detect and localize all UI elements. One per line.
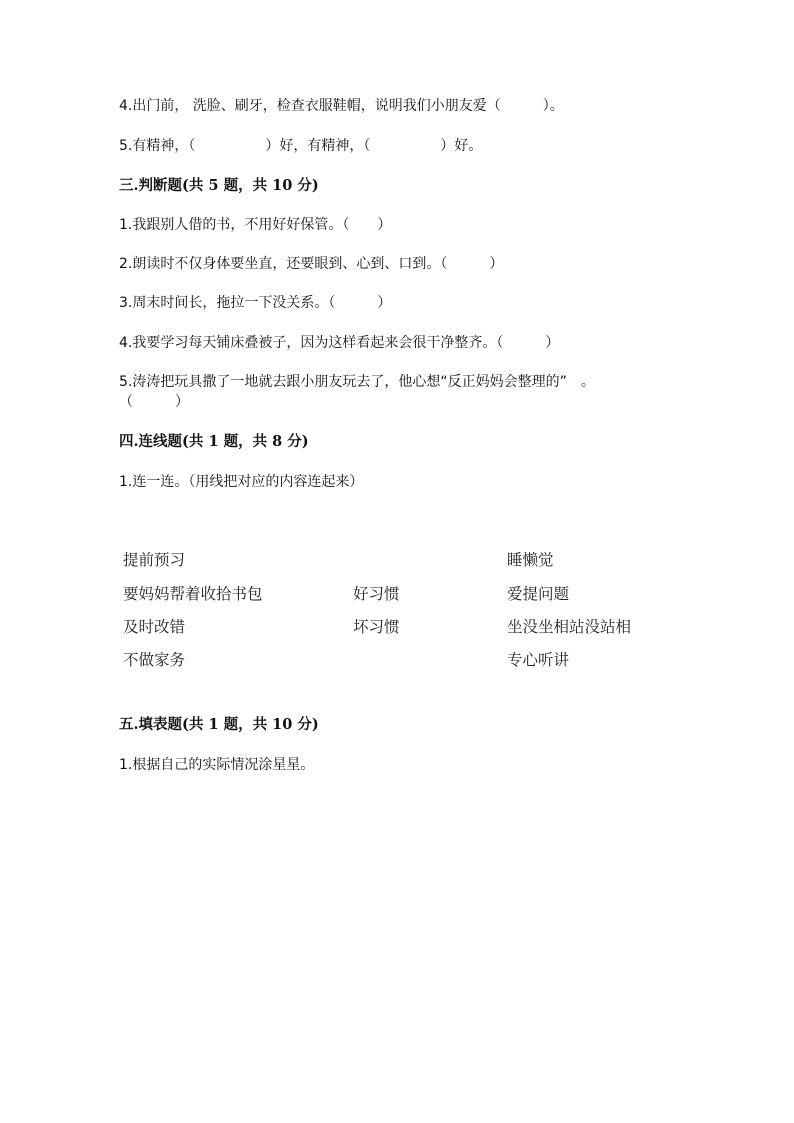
matching-right-item-1: 睡懒觉: [507, 551, 554, 569]
judge-question-1: 1.我跟别人借的书，不用好好保管。（ ）: [119, 217, 392, 233]
matching-middle-good-habit: 好习惯: [353, 585, 400, 603]
fill-question-4: 4.出门前， 洗脸、刷牙，检查衣服鞋帽，说明我们小朋友爱（ ）。: [119, 98, 564, 114]
judge-question-5: 5.涛涛把玩具撒了一地就去跟小朋友玩去了，他心想“反正妈妈会整理的” 。: [119, 374, 595, 390]
matching-question-1: 1.连一连。（用线把对应的内容连起来）: [119, 474, 364, 490]
matching-left-item-4: 不做家务: [123, 651, 186, 669]
matching-right-item-4: 专心听讲: [507, 651, 570, 669]
fill-question-5: 5.有精神，（ ）好，有精神，（ ）好。: [119, 138, 483, 154]
table-question-1: 1.根据自己的实际情况涂星星。: [119, 757, 315, 773]
matching-right-item-2: 爱提问题: [507, 585, 570, 603]
judge-question-5-answer-blank: （ ）: [119, 394, 189, 410]
judge-question-3: 3.周末时间长，拖拉一下没关系。（ ）: [119, 295, 392, 311]
section-4-heading: 四.连线题(共 1 题，共 8 分): [119, 433, 309, 450]
judge-question-2: 2.朗读时不仅身体要坐直，还要眼到、心到、口到。（ ）: [119, 256, 504, 272]
section-5-heading: 五.填表题(共 1 题，共 10 分): [119, 716, 319, 733]
matching-left-item-2: 要妈妈帮着收拾书包: [123, 585, 263, 603]
matching-left-item-3: 及时改错: [123, 618, 186, 636]
judge-question-4: 4.我要学习每天铺床叠被子，因为这样看起来会很干净整齐。（ ）: [119, 335, 560, 351]
section-3-heading: 三.判断题(共 5 题，共 10 分): [119, 177, 319, 194]
matching-left-item-1: 提前预习: [123, 551, 186, 569]
matching-right-item-3: 坐没坐相站没站相: [507, 618, 632, 636]
matching-middle-bad-habit: 坏习惯: [353, 618, 400, 636]
